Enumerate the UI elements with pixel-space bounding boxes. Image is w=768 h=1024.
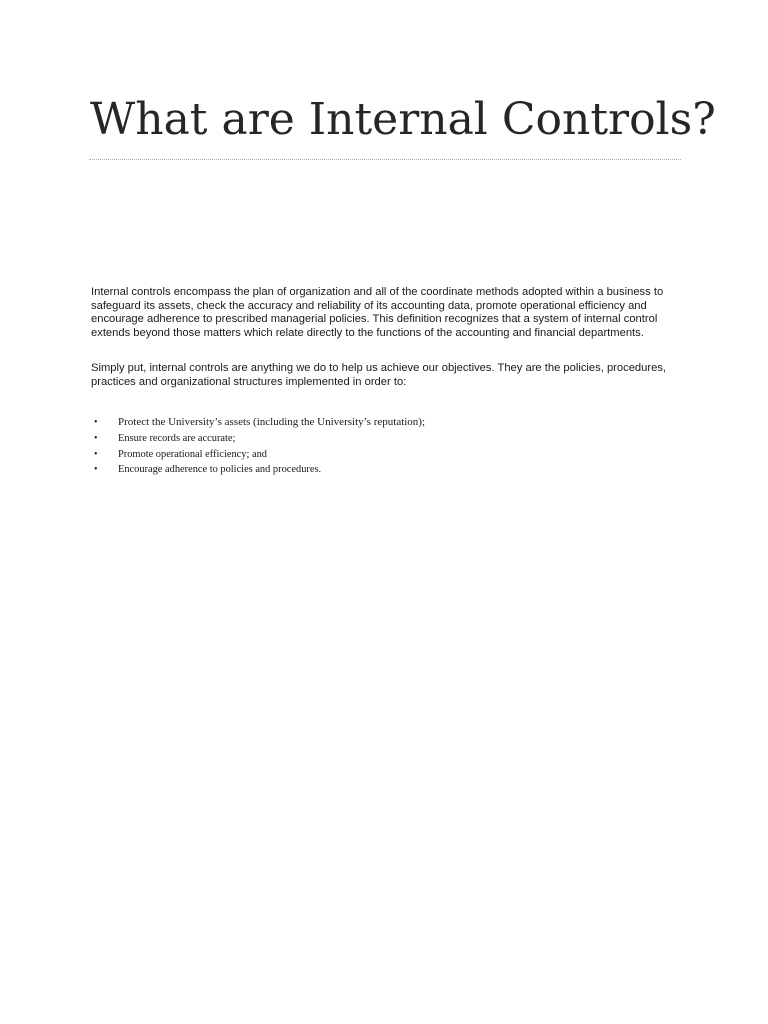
list-item-text: Protect the University’s assets (including the University’s reputation); xyxy=(118,416,426,428)
bullet-icon: • xyxy=(94,464,98,475)
list-item xyxy=(91,462,681,478)
list-item xyxy=(91,447,681,463)
paragraph-summary: Simply put, internal controls are anything we do to help us achieve our objectives. They are the policies, procedures, practices and organizational structures implemented in order to: xyxy=(91,362,667,388)
bullet-icon: • xyxy=(94,448,98,460)
bullet-icon: • xyxy=(94,433,98,444)
objectives-list xyxy=(91,414,681,478)
bullet-icon: • xyxy=(94,417,98,428)
list-item-text: Promote operational efficiency; and xyxy=(118,448,267,460)
list-item xyxy=(91,414,681,431)
list-item-text: Ensure records are accurate; xyxy=(118,433,236,444)
paragraph-definition: Internal controls encompass the plan of organization and all of the coordinate methods adopted within a business to safeguard its assets, check the accuracy and reliability of its accounting data, promote operational efficiency and encourage adherence to prescribed managerial policies. This definition recognizes that a system of internal control extends beyond those matters which relate directly to the functions of the accounting and financial departments. xyxy=(91,286,664,339)
title-divider xyxy=(89,159,681,160)
list-item xyxy=(91,431,681,447)
list-item-text: Encourage adherence to policies and procedures. xyxy=(118,464,322,475)
page-title: What are Internal Controls? xyxy=(90,94,716,145)
